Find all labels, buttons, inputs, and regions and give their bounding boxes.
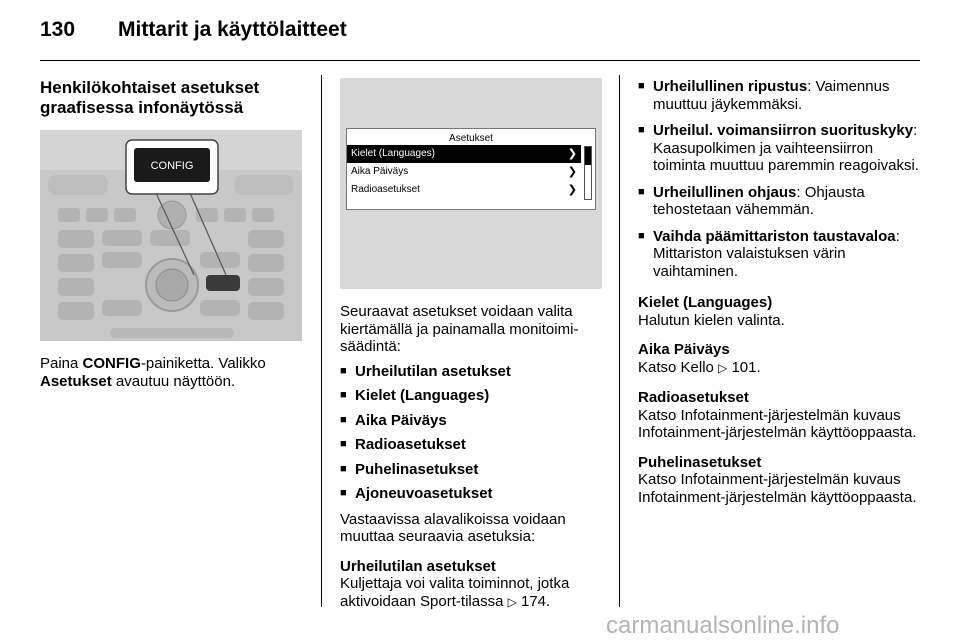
chevron-right-icon: ❯ [567, 166, 577, 178]
screen-title: Asetukset [449, 133, 493, 144]
menu-item-radio: Radioasetukset ❯ [347, 181, 581, 199]
chevron-right-icon: ❯ [567, 184, 577, 196]
intro-paragraph: Seuraavat asetukset voidaan valita kiertämällä ja painamalla monitoimisäädintä: [340, 303, 579, 355]
list-item: ■ Puhelinasetukset [340, 461, 602, 479]
list-item: ■ Ajoneuvoasetukset [340, 485, 602, 503]
column-2 [340, 78, 602, 611]
column-1 [40, 78, 306, 390]
list-item: ■ Urheilutilan asetukset [340, 363, 602, 381]
column-divider [619, 75, 620, 607]
watermark: carmanualsonline.info [606, 612, 840, 639]
column-divider [321, 75, 322, 607]
menu-item-languages: Kielet (Languages) ❯ [347, 145, 581, 163]
sport-options-list [638, 78, 920, 280]
list-item: ■ Aika Päiväys [340, 412, 602, 430]
languages-heading: Kielet (Languages) [638, 294, 773, 311]
settings-list [340, 363, 602, 503]
list-item: ■ Urheilul. voimansiirron suorituskyky: Kaasupolkimen ja vaihteensiirron toiminta muuttuu paremmin reagoivaksi. [638, 122, 920, 175]
page-ref-icon: ▷ [507, 594, 517, 609]
languages-text: Halutun kielen valinta. [638, 311, 785, 329]
page-ref-icon: ▷ [718, 360, 728, 375]
list-item: ■ Kielet (Languages) [340, 387, 602, 405]
page-number: 130 [40, 18, 76, 41]
page-header [40, 18, 920, 61]
instruction-paragraph: Paina CONFIG-painiketta. Valikko Asetukset avautuu näyttöön. [40, 355, 266, 390]
settings-screen [346, 128, 596, 210]
sport-heading: Urheilutilan asetukset [340, 557, 496, 575]
time-date-heading: Aika Päiväys [638, 341, 730, 358]
screen-scrollbar [584, 146, 592, 200]
config-button-label: CONFIG [150, 160, 194, 172]
radio-heading: Radioasetukset [638, 389, 749, 406]
page-title: Mittarit ja käyttölaitteet [118, 18, 347, 41]
phone-text: Katso Infotainment-järjestelmän kuvaus Infotainment-järjestelmän käyttöoppaasta. [638, 471, 917, 506]
radio-text: Katso Infotainment-järjestelmän kuvaus Infotainment-järjestelmän käyttöoppaasta. [638, 406, 917, 441]
list-item: ■ Vaihda päämittariston taustavaloa: Mittariston valaistuksen värin vaihtaminen. [638, 228, 920, 281]
column-3 [638, 78, 920, 506]
list-item: ■ Urheilullinen ripustus: Vaimennus muuttuu jäykemmäksi. [638, 78, 920, 113]
time-date-text: Katso Kello ▷ 101. [638, 358, 761, 376]
dashboard-illustration [40, 130, 302, 341]
menu-item-time-date: Aika Päiväys ❯ [347, 163, 581, 181]
sport-paragraph: Kuljettaja voi valita toiminnot, jotka aktivoidaan Sport-tilassa ▷ 174. [340, 575, 570, 610]
settings-screen-figure [340, 78, 602, 289]
list-item: ■ Urheilullinen ohjaus: Ohjausta tehostetaan vähemmän. [638, 184, 920, 219]
section-title: Henkilökohtaiset asetukset graafisessa infonäytössä [40, 78, 260, 117]
scrollbar-thumb [585, 147, 591, 165]
list-item: ■ Radioasetukset [340, 436, 602, 454]
chevron-right-icon: ❯ [567, 148, 577, 160]
phone-heading: Puhelinasetukset [638, 453, 762, 471]
submenu-paragraph: Vastaavissa alavalikoissa voidaan muuttaa seuraavia asetuksia: [340, 510, 566, 545]
